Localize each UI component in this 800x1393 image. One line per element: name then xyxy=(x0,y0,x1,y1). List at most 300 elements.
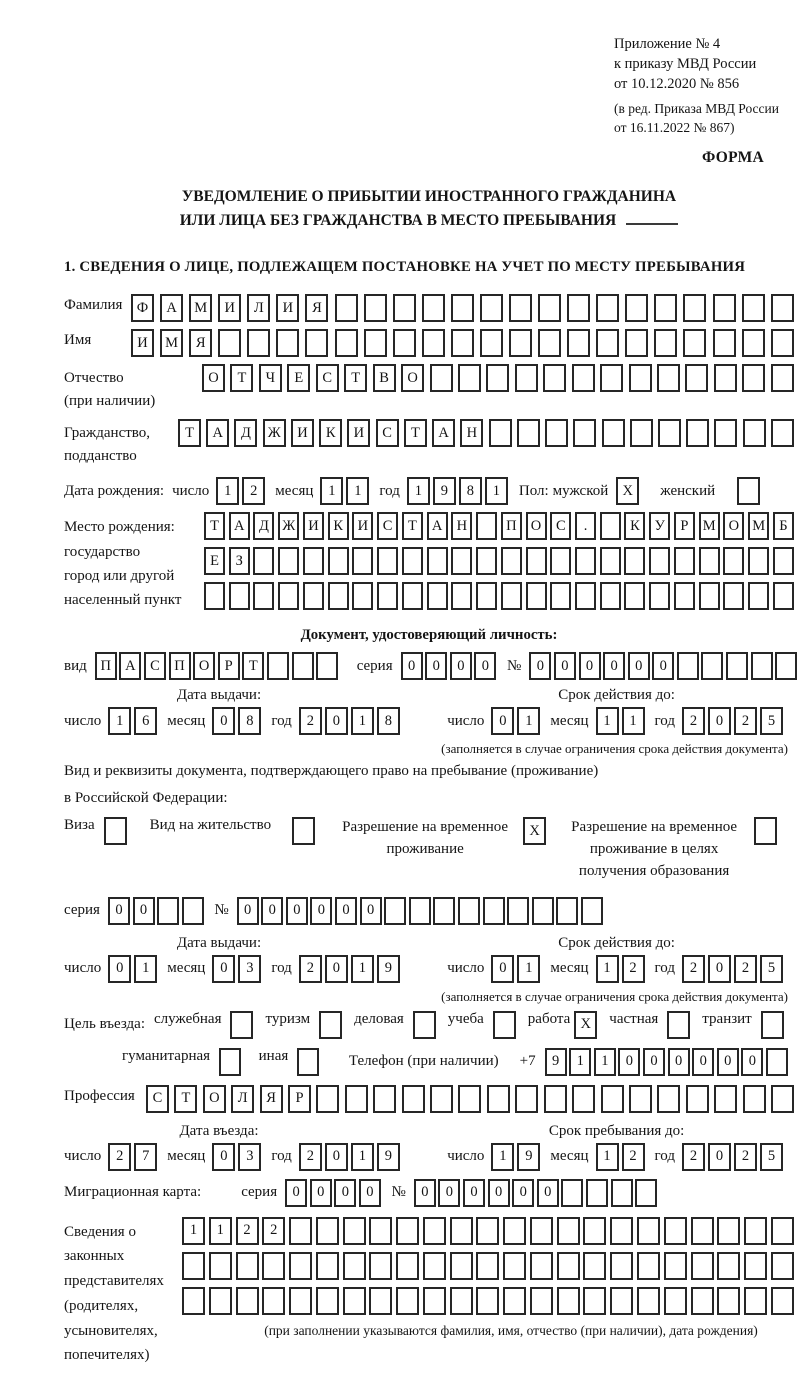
char-cell xyxy=(247,329,270,357)
char-cell: А xyxy=(427,512,448,540)
birth-place-row1 xyxy=(204,512,794,540)
char-cell: 0 xyxy=(108,955,131,983)
residence-number-cells xyxy=(237,897,606,925)
blank-underline xyxy=(626,211,678,225)
char-cell: 0 xyxy=(488,1179,510,1207)
char-cell xyxy=(369,1217,392,1245)
date-year-cells xyxy=(682,707,786,735)
char-cell xyxy=(278,547,299,575)
char-cell: 1 xyxy=(351,707,374,735)
char-cell xyxy=(754,817,777,845)
char-cell: 0 xyxy=(692,1048,714,1076)
char-cell: Т xyxy=(230,364,253,392)
patronymic-cells xyxy=(202,364,794,392)
char-cell: А xyxy=(119,652,141,680)
purpose-private-checkbox xyxy=(667,1011,693,1039)
date-year-cells xyxy=(299,707,403,735)
char-cell xyxy=(393,329,416,357)
char-cell xyxy=(583,1252,606,1280)
char-cell xyxy=(717,1252,740,1280)
date-day-label: число xyxy=(64,712,102,729)
char-cell: 1 xyxy=(134,955,157,983)
char-cell xyxy=(501,547,522,575)
option-residence-permit: Вид на жительство xyxy=(150,817,318,845)
issue-date-line xyxy=(64,707,447,735)
char-cell xyxy=(610,1252,633,1280)
char-cell xyxy=(773,582,794,610)
field-given-name xyxy=(64,329,794,357)
char-cell xyxy=(691,1252,714,1280)
char-cell: В xyxy=(373,364,396,392)
doc-series-cells xyxy=(401,652,499,680)
surname-cells xyxy=(131,294,794,322)
char-cell xyxy=(373,1085,396,1113)
char-cell: 0 xyxy=(652,652,674,680)
char-cell: 1 xyxy=(622,707,645,735)
char-cell xyxy=(691,1287,714,1315)
char-cell: 2 xyxy=(682,707,705,735)
char-cell: Т xyxy=(344,364,367,392)
char-cell xyxy=(517,419,540,447)
char-cell: 0 xyxy=(618,1048,640,1076)
char-cell xyxy=(583,1287,606,1315)
char-cell xyxy=(557,1252,580,1280)
char-cell xyxy=(624,582,645,610)
form-body xyxy=(64,294,794,1368)
char-cell: А xyxy=(229,512,250,540)
char-cell: 1 xyxy=(491,1143,514,1171)
char-cell xyxy=(476,1217,499,1245)
date-day-cells xyxy=(491,707,543,735)
temp-permit-checkbox xyxy=(523,817,549,845)
char-cell: 2 xyxy=(622,1143,645,1171)
char-cell xyxy=(253,582,274,610)
char-cell xyxy=(775,652,797,680)
char-cell: Л xyxy=(247,294,270,322)
char-cell xyxy=(600,512,621,540)
char-cell xyxy=(292,652,314,680)
date-month-label: месяц xyxy=(167,960,206,977)
char-cell xyxy=(316,1217,339,1245)
char-cell xyxy=(686,1085,709,1113)
edition-line: от 16.11.2022 № 867) xyxy=(614,119,735,135)
char-cell xyxy=(384,897,406,925)
char-cell xyxy=(278,582,299,610)
char-cell: 0 xyxy=(360,897,382,925)
char-cell xyxy=(771,1252,794,1280)
char-cell: 2 xyxy=(242,477,265,505)
char-cell: И xyxy=(276,294,299,322)
char-cell: К xyxy=(624,512,645,540)
char-cell: 0 xyxy=(741,1048,763,1076)
char-cell: 0 xyxy=(359,1179,381,1207)
char-cell: Е xyxy=(287,364,310,392)
migration-series-label: серия xyxy=(241,1184,278,1201)
valid-until-line xyxy=(447,707,786,735)
char-cell: 0 xyxy=(325,1143,348,1171)
char-cell: Т xyxy=(402,512,423,540)
char-cell: А xyxy=(432,419,455,447)
char-cell xyxy=(409,897,431,925)
migration-number-label: № xyxy=(391,1184,406,1201)
char-cell xyxy=(316,652,338,680)
char-cell: Р xyxy=(218,652,240,680)
char-cell: Т xyxy=(204,512,225,540)
char-cell: 0 xyxy=(325,707,348,735)
page-title-line2: ИЛИ ЛИЦА БЕЗ ГРАЖДАНСТВА В МЕСТО ПРЕБЫВАНИЯ xyxy=(64,209,794,233)
char-cell: 0 xyxy=(474,652,496,680)
char-cell xyxy=(423,1252,446,1280)
char-cell xyxy=(480,329,503,357)
char-cell xyxy=(664,1252,687,1280)
purpose-transit: транзит xyxy=(702,1011,786,1039)
entry-purpose-row xyxy=(64,1011,794,1039)
char-cell xyxy=(596,294,619,322)
char-cell xyxy=(771,1287,794,1315)
char-cell xyxy=(402,547,423,575)
char-cell: И xyxy=(218,294,241,322)
char-cell xyxy=(714,364,737,392)
char-cell: Ж xyxy=(263,419,286,447)
sex-label: Пол: xyxy=(518,482,549,499)
entry-date-col xyxy=(64,1123,447,1171)
char-cell: К xyxy=(319,419,342,447)
valid-until-note: (заполняется в случае ограничения срока действия документа) xyxy=(441,741,788,757)
char-cell: Б xyxy=(773,512,794,540)
residence-series-cells xyxy=(108,897,206,925)
char-cell xyxy=(532,897,554,925)
migration-series-cells xyxy=(285,1179,383,1207)
char-cell: 1 xyxy=(485,477,508,505)
purpose-work: работа X xyxy=(528,1011,601,1039)
char-cell xyxy=(572,364,595,392)
char-cell xyxy=(503,1287,526,1315)
representatives-row3 xyxy=(182,1287,794,1315)
stay-until-line xyxy=(447,1143,786,1171)
char-cell xyxy=(610,1217,633,1245)
purpose-other: иная xyxy=(259,1048,322,1076)
char-cell: 0 xyxy=(286,897,308,925)
given-name-label: Имя xyxy=(64,332,92,349)
char-cell: С xyxy=(144,652,166,680)
char-cell xyxy=(450,1217,473,1245)
char-cell: Ф xyxy=(131,294,154,322)
char-cell xyxy=(204,582,225,610)
char-cell: 0 xyxy=(708,1143,731,1171)
char-cell: 1 xyxy=(351,1143,374,1171)
char-cell xyxy=(236,1252,259,1280)
char-cell xyxy=(744,1217,767,1245)
appendix-block xyxy=(614,34,800,137)
char-cell xyxy=(402,582,423,610)
char-cell xyxy=(396,1287,419,1315)
date-day-label: число xyxy=(447,960,485,977)
date-year-label: год xyxy=(654,960,675,977)
page-title-line1: УВЕДОМЛЕНИЕ О ПРИБЫТИИ ИНОСТРАННОГО ГРАЖДАНИНА xyxy=(181,188,677,206)
char-cell: 9 xyxy=(517,1143,540,1171)
residence-valid-note: (заполняется в случае ограничения срока действия документа) xyxy=(441,988,788,1004)
char-cell xyxy=(487,1085,510,1113)
char-cell xyxy=(600,582,621,610)
char-cell xyxy=(262,1287,285,1315)
char-cell: К xyxy=(328,512,349,540)
char-cell xyxy=(422,329,445,357)
char-cell: 9 xyxy=(545,1048,567,1076)
char-cell xyxy=(771,329,794,357)
char-cell xyxy=(335,294,358,322)
birth-place-cells xyxy=(204,512,794,617)
char-cell xyxy=(572,1085,595,1113)
char-cell: 1 xyxy=(517,707,540,735)
char-cell xyxy=(658,419,681,447)
char-cell: О xyxy=(526,512,547,540)
char-cell: 1 xyxy=(216,477,239,505)
residence-permit-checkbox xyxy=(292,817,318,845)
date-year-label: год xyxy=(271,960,292,977)
char-cell xyxy=(771,364,794,392)
char-cell xyxy=(515,1085,538,1113)
char-cell xyxy=(209,1287,232,1315)
char-cell xyxy=(489,419,512,447)
char-cell xyxy=(377,582,398,610)
residence-valid-col xyxy=(447,935,786,983)
date-month-cells xyxy=(596,1143,648,1171)
char-cell xyxy=(691,1217,714,1245)
char-cell: 2 xyxy=(299,707,322,735)
char-cell: Е xyxy=(204,547,225,575)
char-cell: 1 xyxy=(596,707,619,735)
char-cell xyxy=(526,547,547,575)
entry-date-line xyxy=(64,1143,447,1171)
char-cell: 0 xyxy=(108,897,130,925)
char-cell: 1 xyxy=(182,1217,205,1245)
char-cell xyxy=(773,547,794,575)
char-cell xyxy=(629,1085,652,1113)
char-cell xyxy=(713,294,736,322)
option-edu-permit: Разрешение на временное проживание в целях получения образования xyxy=(563,817,780,882)
char-cell xyxy=(625,294,648,322)
date-day-cells xyxy=(108,707,160,735)
char-cell xyxy=(427,582,448,610)
char-cell xyxy=(328,582,349,610)
doc-series-label: серия xyxy=(356,657,393,674)
char-cell xyxy=(723,547,744,575)
char-cell xyxy=(316,1287,339,1315)
char-cell: О xyxy=(193,652,215,680)
char-cell xyxy=(289,1217,312,1245)
char-cell: 6 xyxy=(134,707,157,735)
char-cell xyxy=(657,364,680,392)
purpose-humanitarian: гуманитарная xyxy=(122,1048,244,1076)
char-cell xyxy=(352,582,373,610)
date-year-label: год xyxy=(271,712,292,729)
char-cell xyxy=(699,582,720,610)
char-cell xyxy=(458,364,481,392)
char-cell: 2 xyxy=(734,707,757,735)
char-cell xyxy=(430,1085,453,1113)
char-cell xyxy=(699,547,720,575)
char-cell: 1 xyxy=(594,1048,616,1076)
option-visa: Виза xyxy=(64,817,130,845)
char-cell xyxy=(586,1179,608,1207)
char-cell: 1 xyxy=(108,707,131,735)
char-cell xyxy=(316,1085,339,1113)
char-cell xyxy=(701,652,723,680)
doc-number-cells xyxy=(529,652,800,680)
char-cell: 0 xyxy=(310,1179,332,1207)
char-cell: 0 xyxy=(285,1179,307,1207)
phone-cells xyxy=(545,1048,791,1076)
char-cell xyxy=(686,419,709,447)
date-day-cells xyxy=(216,477,268,505)
char-cell xyxy=(550,547,571,575)
char-cell: Я xyxy=(189,329,212,357)
sex-male-checkbox xyxy=(616,477,642,505)
char-cell xyxy=(630,419,653,447)
char-cell xyxy=(742,364,765,392)
char-cell: У xyxy=(649,512,670,540)
char-cell: 1 xyxy=(596,1143,619,1171)
valid-until-heading: Срок действия до: xyxy=(558,687,675,704)
char-cell: С xyxy=(146,1085,169,1113)
profession-label: Профессия xyxy=(64,1087,135,1104)
patronymic-note: (при наличии) xyxy=(64,392,156,409)
stay-until-col xyxy=(447,1123,786,1171)
visa-checkbox xyxy=(104,817,130,845)
char-cell: X xyxy=(574,1011,597,1039)
char-cell: И xyxy=(347,419,370,447)
char-cell xyxy=(771,419,794,447)
char-cell: Р xyxy=(288,1085,311,1113)
char-cell xyxy=(674,582,695,610)
char-cell xyxy=(476,1287,499,1315)
char-cell: 0 xyxy=(491,707,514,735)
residence-doc-intro1: Вид и реквизиты документа, подтверждающего право на пребывание (проживание) xyxy=(64,763,599,780)
char-cell: 1 xyxy=(596,955,619,983)
char-cell xyxy=(319,1011,342,1039)
date-day-label: число xyxy=(172,482,210,499)
date-year-cells xyxy=(682,1143,786,1171)
char-cell xyxy=(507,897,529,925)
field-birth-place xyxy=(64,512,794,617)
date-year-label: год xyxy=(379,482,400,499)
date-year-cells xyxy=(682,955,786,983)
char-cell xyxy=(635,1179,657,1207)
char-cell: П xyxy=(501,512,522,540)
date-year-cells xyxy=(299,1143,403,1171)
char-cell: С xyxy=(550,512,571,540)
char-cell xyxy=(503,1252,526,1280)
char-cell: 2 xyxy=(682,1143,705,1171)
date-year-cells xyxy=(407,477,511,505)
sex-female-checkbox xyxy=(737,477,763,505)
char-cell: О xyxy=(401,364,424,392)
char-cell: Н xyxy=(460,419,483,447)
char-cell: 0 xyxy=(425,652,447,680)
char-cell xyxy=(751,652,773,680)
char-cell: 2 xyxy=(299,1143,322,1171)
issue-date-heading: Дата выдачи: xyxy=(176,687,262,704)
char-cell: Д xyxy=(234,419,257,447)
char-cell: 0 xyxy=(261,897,283,925)
char-cell xyxy=(766,1048,788,1076)
char-cell xyxy=(575,547,596,575)
char-cell xyxy=(335,329,358,357)
char-cell xyxy=(396,1252,419,1280)
date-year-cells xyxy=(299,955,403,983)
valid-until-col xyxy=(447,687,786,735)
char-cell: Н xyxy=(451,512,472,540)
char-cell xyxy=(624,547,645,575)
char-cell: X xyxy=(523,817,546,845)
char-cell xyxy=(567,294,590,322)
char-cell xyxy=(451,547,472,575)
char-cell xyxy=(157,897,179,925)
char-cell xyxy=(219,1048,241,1076)
birth-place-label: Место рождения: государство город или другой населенный пункт xyxy=(64,519,182,609)
char-cell: Т xyxy=(242,652,264,680)
char-cell xyxy=(289,1252,312,1280)
purpose-business: служебная xyxy=(154,1011,257,1039)
residence-doc-serial-row xyxy=(64,897,794,925)
char-cell: 0 xyxy=(628,652,650,680)
sex-female-label: женский xyxy=(660,482,716,499)
char-cell xyxy=(509,294,532,322)
char-cell: 8 xyxy=(238,707,261,735)
char-cell xyxy=(717,1287,740,1315)
char-cell xyxy=(450,1252,473,1280)
char-cell xyxy=(503,1217,526,1245)
char-cell xyxy=(714,419,737,447)
char-cell xyxy=(393,294,416,322)
char-cell xyxy=(567,329,590,357)
char-cell xyxy=(450,1287,473,1315)
residence-doc-intro2: в Российской Федерации: xyxy=(64,790,228,807)
char-cell xyxy=(726,652,748,680)
birth-date-label: Дата рождения: xyxy=(64,482,165,499)
date-month-label: месяц xyxy=(550,1148,589,1165)
char-cell xyxy=(276,329,299,357)
char-cell xyxy=(683,329,706,357)
purpose-work-checkbox xyxy=(574,1011,600,1039)
char-cell xyxy=(182,1252,205,1280)
char-cell: 0 xyxy=(335,897,357,925)
char-cell xyxy=(289,1287,312,1315)
char-cell xyxy=(677,652,699,680)
date-year-label: год xyxy=(271,1148,292,1165)
char-cell xyxy=(625,329,648,357)
char-cell xyxy=(657,1085,680,1113)
char-cell: 2 xyxy=(262,1217,285,1245)
purpose-private: частная xyxy=(609,1011,693,1039)
char-cell: Л xyxy=(231,1085,254,1113)
birth-date-line xyxy=(172,477,511,505)
char-cell: 2 xyxy=(108,1143,131,1171)
char-cell xyxy=(292,817,315,845)
residence-doc-options xyxy=(64,817,794,882)
char-cell xyxy=(538,329,561,357)
residence-doc-dates xyxy=(64,935,794,1005)
char-cell xyxy=(654,329,677,357)
char-cell: 5 xyxy=(760,1143,783,1171)
char-cell xyxy=(664,1287,687,1315)
char-cell: П xyxy=(95,652,117,680)
char-cell xyxy=(480,294,503,322)
char-cell xyxy=(742,329,765,357)
char-cell: М xyxy=(160,329,183,357)
char-cell: 1 xyxy=(517,955,540,983)
char-cell xyxy=(557,1217,580,1245)
